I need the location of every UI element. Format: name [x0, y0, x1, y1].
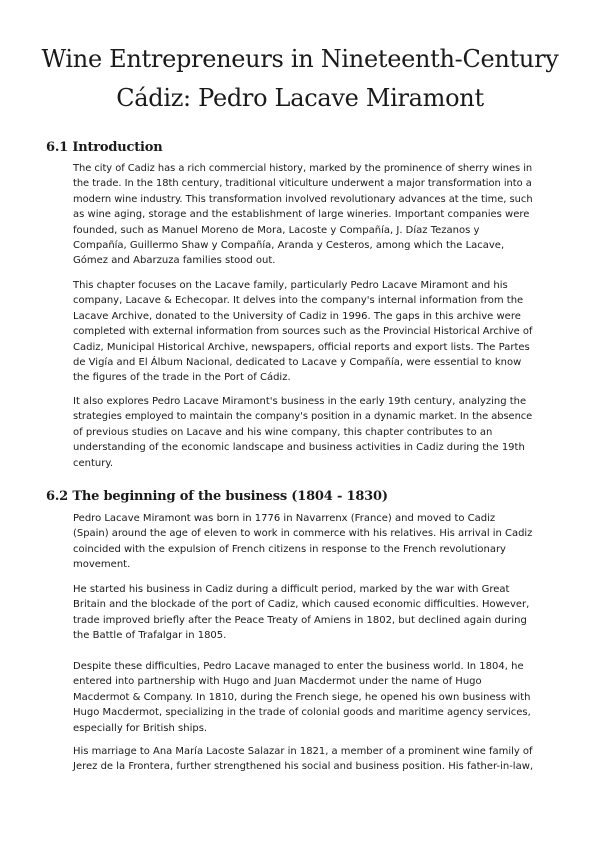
- document-title: [40, 40, 560, 118]
- text-line: Lacave Archive, donated to the University of Cadiz in 1996. The gaps in this archive were: [73, 310, 521, 322]
- paragraph: [73, 161, 533, 269]
- paragraph: [73, 511, 533, 573]
- text-line: It also explores Pedro Lacave Miramont's business in the early 19th century, analyzing the: [73, 396, 527, 407]
- section-heading-introduction: 6.1 Introduction: [46, 140, 163, 155]
- section-heading-beginning-of-business: 6.2 The beginning of the business (1804 - 1830): [46, 489, 388, 504]
- text-line: Macdermot & Company. In 1810, during the French siege, he opened his own business with: [73, 691, 531, 703]
- text-line: company, Lacave & Echecopar. It delves into the company's internal information from the: [73, 295, 524, 307]
- text-line: Gómez and Abarzuza families stood out.: [73, 255, 276, 267]
- text-line: Cadiz, Municipal Historical Archive, newspapers, official reports and export lists. The Partes: [73, 341, 530, 353]
- text-line: entered into partnership with Hugo and Juan Macdermot under the name of Hugo: [73, 676, 482, 688]
- paragraph: [73, 582, 533, 644]
- text-line: as wine aging, storage and the establishment of large wineries. Important companies were: [73, 209, 530, 221]
- paragraph: [73, 394, 533, 471]
- paragraph: [73, 659, 533, 736]
- text-line: Britain and the blockade of the port of Cadiz, which caused economic difficulties. However,: [73, 599, 530, 611]
- text-line: founded, such as Manuel Moreno de Mora, Lacoste y Compañía, J. Díaz Tezanos y: [73, 224, 480, 236]
- text-line: the trade. In the 18th century, traditional viticulture underwent a major transformation into a: [73, 178, 532, 190]
- title-line-2: Cádiz: Pedro Lacave Miramont: [116, 84, 484, 112]
- text-line: coincided with the expulsion of French citizens in response to the French revolutionary: [73, 543, 506, 555]
- text-line: century.: [73, 457, 114, 469]
- text-line: movement.: [73, 559, 131, 571]
- text-line: Jerez de la Frontera, further strengthened his social and business position. His father-in-law,: [73, 761, 534, 773]
- text-line: The city of Cadiz has a rich commercial history, marked by the prominence of sherry wines in: [73, 163, 533, 174]
- text-line: strategies employed to maintain the company's position in a dynamic market. In the absence: [73, 411, 533, 423]
- text-line: trade improved briefly after the Peace Treaty of Amiens in 1802, but declined again during: [73, 614, 527, 626]
- paragraph: [73, 744, 533, 775]
- text-line: modern wine industry. This transformation involved revolutionary advances at the time, such: [73, 193, 533, 205]
- text-line: understanding of the economic landscape and business activities in Cadiz during the 19th: [73, 442, 525, 454]
- text-line: Compañía, Guillermo Shaw y Compañía, Aranda y Cesteros, among which the Lacave,: [73, 240, 505, 252]
- text-line: of previous studies on Lacave and his wine company, this chapter contributes to an: [73, 426, 493, 438]
- text-line: the Battle of Trafalgar in 1805.: [73, 630, 227, 642]
- text-line: Hugo Macdermot, specializing in the trade of colonial goods and maritime agency services,: [73, 707, 531, 719]
- text-line: the figures of the trade in the Port of Cádiz.: [73, 372, 291, 384]
- text-line: Pedro Lacave Miramont was born in 1776 in Navarrenx (France) and moved to Cadiz: [73, 513, 496, 524]
- text-line: Despite these difficulties, Pedro Lacave managed to enter the business world. In 1804, he: [73, 661, 524, 672]
- text-line: He started his business in Cadiz during a difficult period, marked by the war with Great: [73, 584, 510, 595]
- text-line: (Spain) around the age of eleven to work in commerce with his relatives. His arrival in Cadiz: [73, 528, 533, 540]
- text-line: This chapter focuses on the Lacave family, particularly Pedro Lacave Miramont and his: [73, 280, 508, 291]
- paragraph: [73, 278, 533, 386]
- text-line: completed with external information from sources such as the Provincial Historical Archive of: [73, 326, 533, 338]
- text-line: especially for British ships.: [73, 722, 208, 734]
- title-line-1: Wine Entrepreneurs in Nineteenth-Century: [41, 45, 559, 73]
- text-line: His marriage to Ana María Lacoste Salazar in 1821, a member of a prominent wine family of: [73, 746, 533, 757]
- text-line: de Vigía and El Álbum Nacional, dedicated to Lacave y Compañía, were essential to know: [73, 357, 522, 369]
